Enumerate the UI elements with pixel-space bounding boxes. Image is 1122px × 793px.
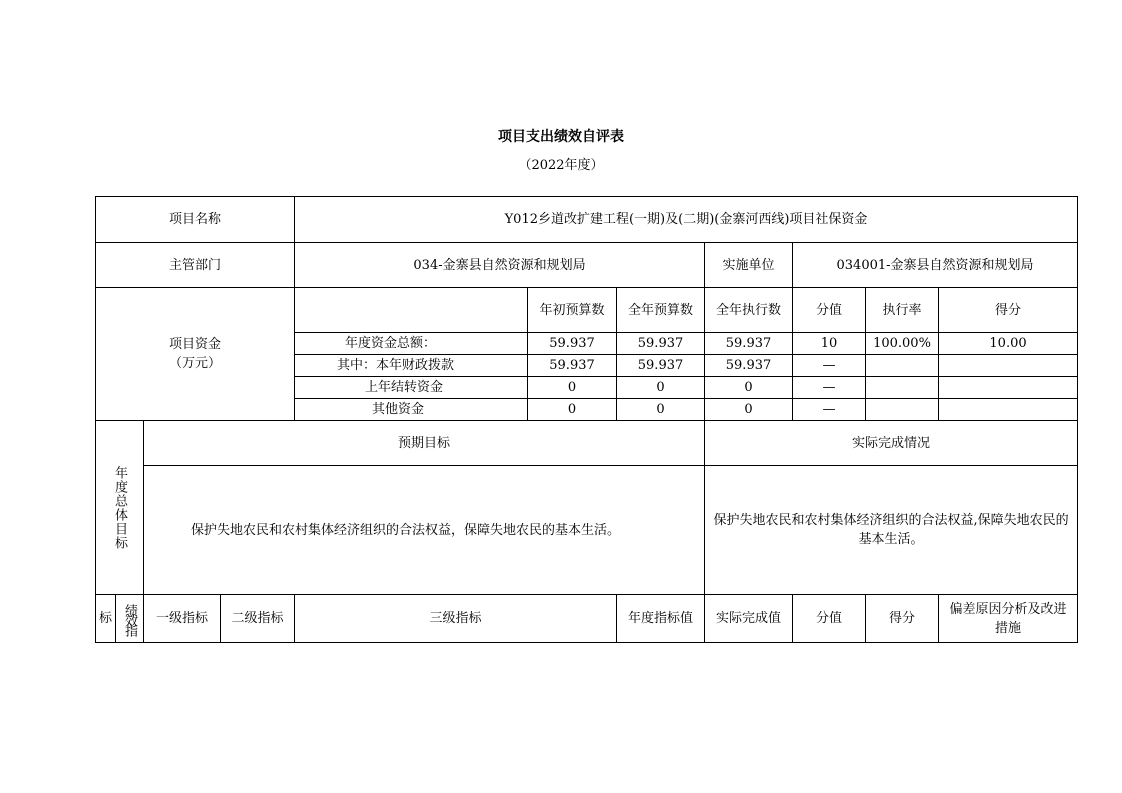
indicator-header-level2: 二级指标 <box>221 595 295 643</box>
goals-expected-header: 预期目标 <box>144 421 705 466</box>
funds-cell: 0 <box>528 377 617 399</box>
indicator-label-b: 绩效指 <box>122 603 137 634</box>
indicator-header-score: 得分 <box>866 595 939 643</box>
indicator-header-level3: 三级指标 <box>295 595 617 643</box>
funds-row-label: 其他资金 <box>295 399 528 421</box>
indicator-header-actual-value: 实际完成值 <box>705 595 793 643</box>
year-subtitle: （2022年度） <box>518 158 604 173</box>
funds-cell: 0 <box>528 399 617 421</box>
funds-cell <box>939 377 1078 399</box>
page-title: 项目支出绩效自评表 <box>498 129 624 145</box>
funds-cell <box>939 399 1078 421</box>
funds-row-label: 其中：本年财政拨款 <box>295 355 528 377</box>
funds-header-blank <box>295 288 528 333</box>
funds-cell: 0 <box>617 399 705 421</box>
goals-label-cell <box>96 421 144 595</box>
department-row <box>96 243 1078 288</box>
indicator-header-level1: 一级指标 <box>144 595 221 643</box>
project-name-row <box>96 197 1078 243</box>
funds-cell: — <box>793 399 866 421</box>
goals-actual-text: 保护失地农民和农村集体经济组织的合法权益,保障失地农民的基本生活。 <box>705 466 1078 595</box>
funds-row-label: 上年结转资金 <box>295 377 528 399</box>
funds-cell: 59.937 <box>617 355 705 377</box>
indicator-label-a-cell <box>96 595 116 643</box>
funds-cell: 59.937 <box>705 355 793 377</box>
funds-header-initial-budget: 年初预算数 <box>528 288 617 333</box>
dept-label: 主管部门 <box>96 243 295 288</box>
dept-value: 034-金寨县自然资源和规划局 <box>295 243 705 288</box>
indicator-header-deviation: 偏差原因分析及改进措施 <box>939 595 1078 643</box>
funds-cell: 10 <box>793 333 866 355</box>
funds-header-row <box>96 288 1078 333</box>
project-name-label: 项目名称 <box>96 197 295 243</box>
funds-cell <box>866 377 939 399</box>
funds-cell: 10.00 <box>939 333 1078 355</box>
indicator-label-b-cell <box>116 595 144 643</box>
funds-header-score: 得分 <box>939 288 1078 333</box>
funds-header-annual-budget: 全年预算数 <box>617 288 705 333</box>
funds-header-executed: 全年执行数 <box>705 288 793 333</box>
funds-unit: （万元） <box>169 356 222 371</box>
funds-header-score-weight: 分值 <box>793 288 866 333</box>
goals-header-row <box>96 421 1078 466</box>
funds-cell: 0 <box>617 377 705 399</box>
project-name-value: Y012乡道改扩建工程(一期)及(二期)(金寨河西线)项目社保资金 <box>295 197 1078 243</box>
funds-cell: 0 <box>705 377 793 399</box>
unit-value: 034001-金寨县自然资源和规划局 <box>793 243 1078 288</box>
goals-label: 年度总体目标 <box>112 465 127 550</box>
funds-cell <box>866 355 939 377</box>
funds-header-exec-rate: 执行率 <box>866 288 939 333</box>
funds-cell <box>866 399 939 421</box>
funds-label: 项目资金 <box>169 337 222 352</box>
goals-actual-header: 实际完成情况 <box>705 421 1078 466</box>
funds-cell: 59.937 <box>705 333 793 355</box>
indicators-header-row <box>96 595 1078 643</box>
unit-label: 实施单位 <box>705 243 793 288</box>
funds-cell: 59.937 <box>528 333 617 355</box>
funds-cell <box>939 355 1078 377</box>
goals-content-row <box>96 466 1078 595</box>
funds-cell: 59.937 <box>617 333 705 355</box>
funds-cell: 0 <box>705 399 793 421</box>
goals-expected-text: 保护失地农民和农村集体经济组织的合法权益，保障失地农民的基本生活。 <box>144 466 705 595</box>
indicator-label-a: 标 <box>98 611 112 626</box>
funds-cell: 59.937 <box>528 355 617 377</box>
funds-label-cell <box>96 288 295 421</box>
funds-cell: — <box>793 377 866 399</box>
funds-cell: 100.00% <box>866 333 939 355</box>
indicator-header-weight: 分值 <box>793 595 866 643</box>
funds-cell: — <box>793 355 866 377</box>
indicator-header-annual-value: 年度指标值 <box>617 595 705 643</box>
funds-row-label: 年度资金总额： <box>295 333 528 355</box>
evaluation-table <box>95 196 1078 643</box>
